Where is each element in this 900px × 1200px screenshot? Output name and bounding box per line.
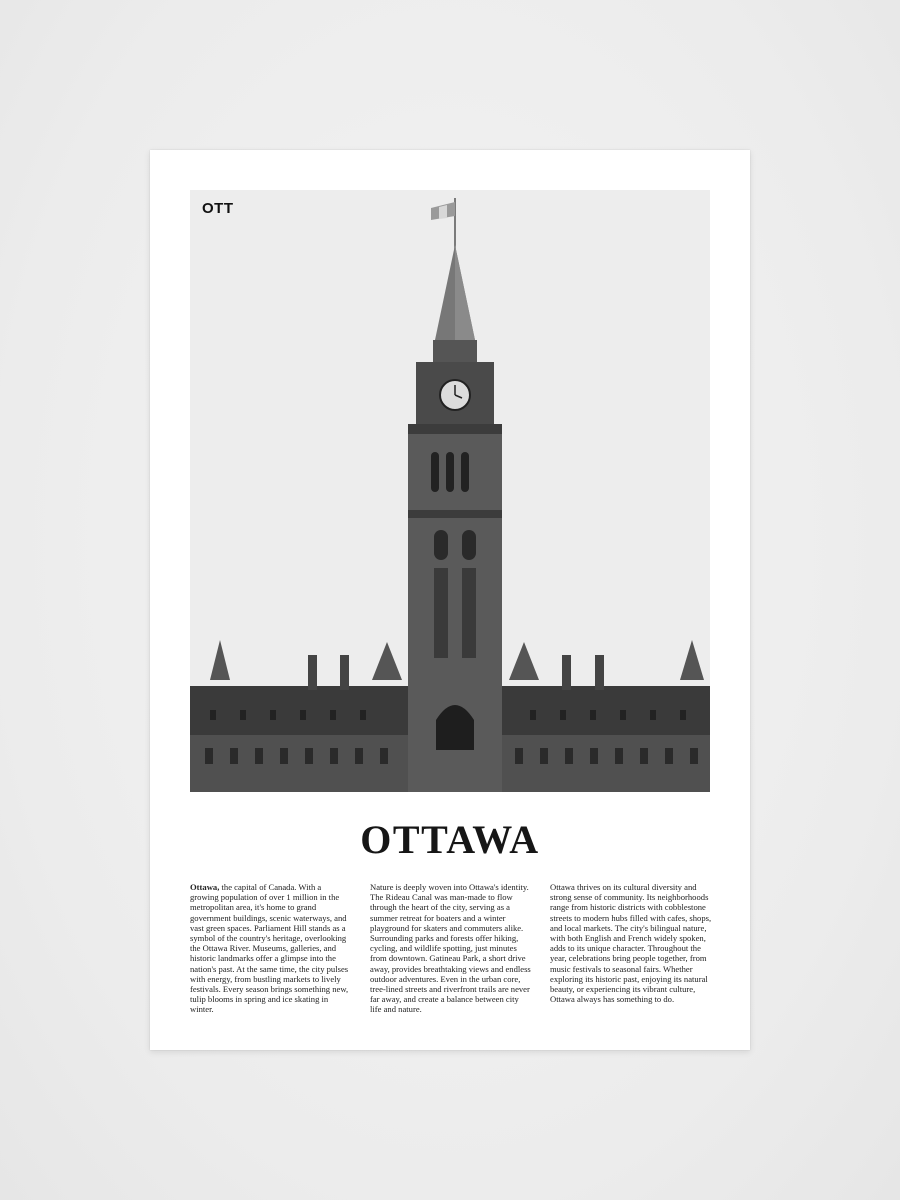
peace-tower-image [190, 190, 710, 792]
description-column-3 [550, 882, 712, 1004]
column-text: the capital of Canada. With a growing population of over 1 million in the metropolitan area, it's home to grand government buildings, scenic waterways, and vast green spaces. Parliament Hill stands as a symbol of the country's heritage, overlooking the Ottawa River. Museums, galleries, and historic landmarks offer a glimpse into the nation's past. At the same time, the city pulses with energy, from bustling markets to lively festivals. Every season brings something new, tulip blooms in spring and ice skating in winter. [190, 882, 349, 1015]
column-text: Nature is deeply woven into Ottawa's identity. The Rideau Canal was man-made to flow through the heart of the city, serving as a summer retreat for boaters and a winter playground for skaters and commuters alike. Surrounding parks and forests offer hiking, cycling, and wildlife spotting, just minutes from downtown. Gatineau Park, a short drive away, provides breathtaking views and endless outdoor adventures. Even in the urban core, tree-lined streets and riverfront trails are never far away, and create a balance between city life and nature. [370, 882, 531, 1015]
column-text: Ottawa thrives on its cultural diversity and strong sense of community. Its neighborhoods range from historic districts with cobblestone streets to modern hubs filled with cafes, shops, and local markets. The city's bilingual nature, with both English and French widely spoken, adds to its unique character. Throughout the year, celebrations bring people together, from music festivals to seasonal fairs. Whether exploring its historic past, enjoying its natural beauty, or experiencing its vibrant culture, Ottawa always has something to do. [550, 882, 712, 1005]
description-column-1 [190, 882, 352, 1015]
poster-photo [190, 190, 710, 792]
poster [150, 150, 750, 1050]
city-title: OTTAWA [360, 817, 540, 862]
column-lead: Ottawa, [190, 882, 220, 892]
description-column-2 [370, 882, 532, 1015]
city-code: OTT [202, 200, 234, 217]
